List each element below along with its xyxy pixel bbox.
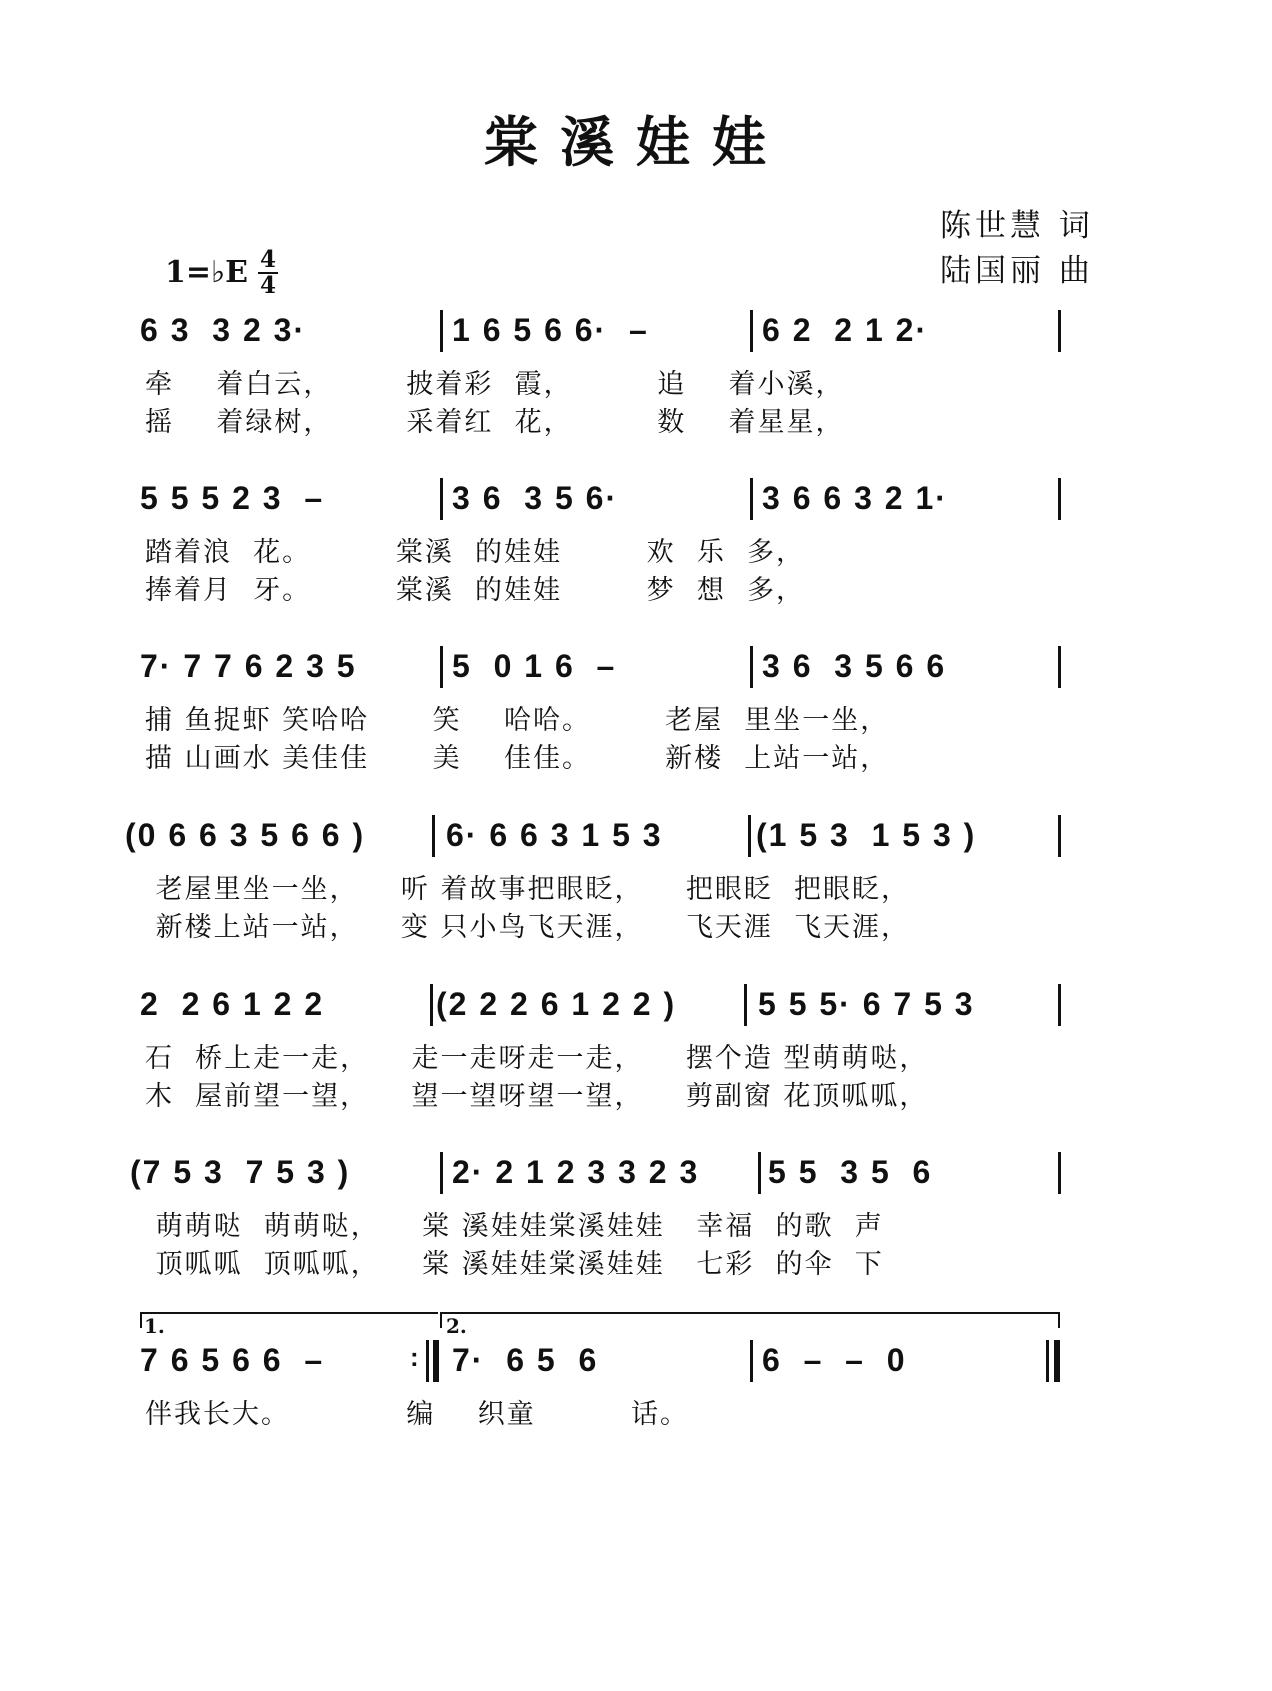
notes: 2· 2 1 2 3 3 2 3 [452,1154,700,1190]
barline [1058,646,1061,688]
notes: 7 6 5 6 6 – [140,1342,325,1378]
notes: 5 5 3 5 6 [768,1154,933,1190]
notes: 6 3 3 2 3· [140,312,307,348]
barline [750,478,753,520]
lyric-verse-2: 新楼上站一站， 变 只小鸟飞天涯， 飞天涯 飞天涯， [145,912,910,943]
barline [440,310,443,352]
barline [432,815,435,857]
barline [426,1340,429,1382]
lyric-verse-2: 描 山画水 美佳佳 美 佳佳。 新楼 上站一站， [145,743,890,774]
barline [758,1152,761,1194]
score-system-2 [0,468,1272,608]
volta-2-tick [440,1312,442,1328]
notes: 2 2 6 1 2 2 [140,986,325,1022]
key-signature: 1=♭E [165,255,249,290]
lyric-verse-2: 木 屋前望一望， 望一望呀望一望， 剪副窗 花顶呱呱， [145,1081,929,1112]
barline [748,815,751,857]
score-system-1 [0,300,1272,440]
lyric-verse-1: 老屋里坐一坐， 听 着故事把眼眨， 把眼眨 把眼眨， [145,874,910,905]
notes: (2 2 2 6 1 2 2 ) [436,986,677,1022]
notes: 3 6 6 3 2 1· [762,480,948,516]
barline [1058,1152,1061,1194]
barline [1058,815,1061,857]
barline [744,984,747,1026]
composer-credit: 陆国丽 曲 [940,253,1094,289]
score-system-3 [0,636,1272,776]
repeat-sign: : [410,1342,419,1372]
notes: 5 5 5 2 3 – [140,480,325,516]
notes: (7 5 3 7 5 3 ) [130,1154,351,1190]
time-numerator: 4 [259,246,276,273]
volta-1-bracket [140,1312,438,1314]
lyric-verse-2: 顶呱呱 顶呱呱， 棠 溪娃娃棠溪娃娃 七彩 的伞 下 [145,1249,884,1280]
lyric-verse-1: 萌萌哒 萌萌哒， 棠 溪娃娃棠溪娃娃 幸福 的歌 声 [145,1211,884,1242]
lyric-verse-1: 踏着浪 花。 棠溪 的娃娃 欢 乐 多， [145,537,805,568]
notes: 1 6 5 6 6· – [452,312,649,348]
volta-2-bracket [440,1312,1060,1314]
volta-2-end-tick [1058,1312,1060,1328]
lyric-verse-1: 捕 鱼捉虾 笑哈哈 笑 哈哈。 老屋 里坐一坐， [145,705,890,736]
barline [1058,478,1061,520]
barline [750,1340,753,1382]
barline [440,646,443,688]
barline [750,310,753,352]
notes: 7· 7 7 6 2 3 5 [140,648,357,684]
final-barline [1054,1340,1060,1382]
notes: 7· 6 5 6 [452,1342,599,1378]
notes: (1 5 3 1 5 3 ) [756,817,977,853]
song-title: 棠溪娃娃 [484,110,788,174]
barline [1046,1340,1049,1382]
volta-1-label: 1. [144,1314,165,1338]
notes: 6· 6 6 3 1 5 3 [446,817,663,853]
notes: 6 – – 0 [762,1342,907,1378]
barline [440,478,443,520]
lyric-verse-1: 石 桥上走一走， 走一走呀走一走， 摆个造 型萌萌哒， [145,1043,929,1074]
notes: 3 6 3 5 6· [452,480,619,516]
lyric-verse-2: 捧着月 牙。 棠溪 的娃娃 梦 想 多， [145,575,805,606]
lyricist-credit: 陈世慧 词 [940,208,1094,244]
volta-1-tick [140,1312,142,1328]
time-signature [258,248,278,298]
notes: (0 6 6 3 5 6 6 ) [125,817,366,853]
lyric-verse-2: 摇 着绿树， 采着红 花， 数 着星星， [145,407,845,438]
score-system-5 [0,974,1272,1114]
barline [440,1152,443,1194]
notes: 5 0 1 6 – [452,648,617,684]
score-system-6 [0,1142,1272,1282]
notes: 6 2 2 1 2· [762,312,929,348]
repeat-barline [433,1340,439,1382]
barline [1058,310,1061,352]
notes: 3 6 3 5 6 6 [762,648,947,684]
notes: 5 5 5· 6 7 5 3 [758,986,975,1022]
barline [1058,984,1061,1026]
score-system-4 [0,805,1272,945]
barline [430,984,433,1026]
barline [750,646,753,688]
lyric-verse-1: 牵 着白云， 披着彩 霞， 追 着小溪， [145,369,845,400]
volta-2-label: 2. [446,1314,467,1338]
score-system-7 [0,1330,1272,1470]
time-denominator: 4 [259,272,276,299]
lyric-verse-1: 伴我长大。 编 织童 话。 [145,1399,689,1430]
